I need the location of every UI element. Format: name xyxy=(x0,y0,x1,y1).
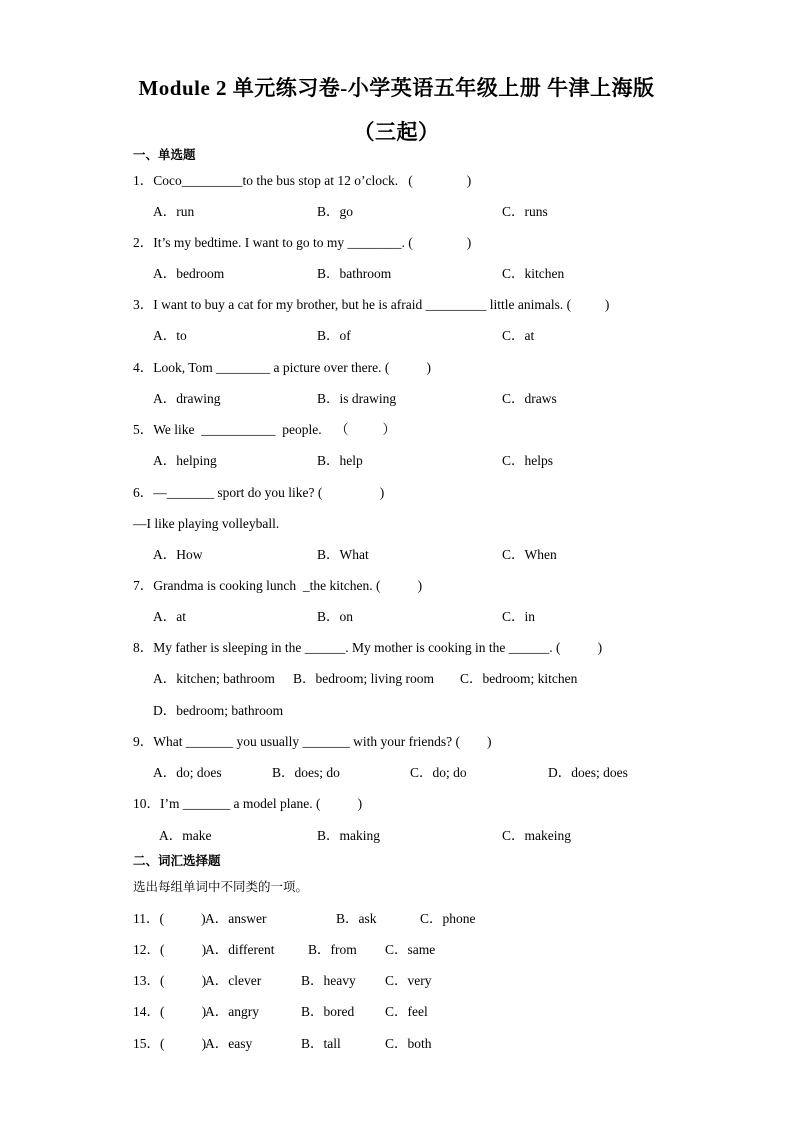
question-15-number: 15．( ) xyxy=(133,1036,207,1051)
q5-option-a: A．helping xyxy=(153,453,217,468)
q8-option-d: D．bedroom; bathroom xyxy=(153,703,284,718)
q8-option-b: B．bedroom; living room xyxy=(293,671,434,686)
q13-option-a: A．clever xyxy=(205,973,262,988)
q11-option-b: B．ask xyxy=(336,911,377,926)
q3-option-c: C．at xyxy=(502,328,535,343)
q6-option-b: B．What xyxy=(317,547,369,562)
question-2: 2．It’s my bedtime. I want to go to my ________. ( ) xyxy=(133,235,472,250)
q14-option-a: A．angry xyxy=(205,1004,259,1019)
q7-option-b: B．on xyxy=(317,609,354,624)
q9-option-c: C．do; do xyxy=(410,765,467,780)
q1-option-b: B．go xyxy=(317,204,354,219)
q11-option-a: A．answer xyxy=(205,911,267,926)
question-5: 5．We like ___________ people. （ ） xyxy=(133,422,396,437)
q15-option-b: B．tall xyxy=(301,1036,341,1051)
q10-option-c: C．makeing xyxy=(502,828,571,843)
q8-option-a: A．kitchen; bathroom xyxy=(153,671,275,686)
question-1: 1．Coco_________to the bus stop at 12 o’clock. ( ) xyxy=(133,173,472,188)
question-6-answer-line: —I like playing volleyball. xyxy=(133,516,280,531)
question-4: 4．Look, Tom ________ a picture over there. ( ) xyxy=(133,360,431,375)
q2-option-a: A．bedroom xyxy=(153,266,225,281)
q9-option-a: A．do; does xyxy=(153,765,222,780)
q14-option-c: C．feel xyxy=(385,1004,428,1019)
q12-option-b: B．from xyxy=(308,942,357,957)
page-title: Module 2 单元练习卷-小学英语五年级上册 牛津上海版（三起） xyxy=(138,76,655,144)
q5-option-b: B．help xyxy=(317,453,363,468)
question-3: 3．I want to buy a cat for my brother, but he is afraid _________ little animals. ( ) xyxy=(133,297,610,312)
q6-option-c: C．When xyxy=(502,547,557,562)
q4-option-a: A．drawing xyxy=(153,391,221,406)
q3-option-b: B．of xyxy=(317,328,351,343)
section-2-instruction: 选出每组单词中不同类的一项。 xyxy=(133,879,309,894)
q4-option-b: B．is drawing xyxy=(317,391,397,406)
q4-option-c: C．draws xyxy=(502,391,557,406)
q9-option-b: B．does; do xyxy=(272,765,340,780)
q2-option-b: B．bathroom xyxy=(317,266,392,281)
question-12-number: 12．( ) xyxy=(133,942,207,957)
q11-option-c: C．phone xyxy=(420,911,476,926)
question-6: 6．—_______ sport do you like? ( ) xyxy=(133,485,385,500)
q7-option-a: A．at xyxy=(153,609,186,624)
q15-option-c: C．both xyxy=(385,1036,432,1051)
question-8: 8．My father is sleeping in the ______. My mother is cooking in the ______. ( ) xyxy=(133,640,603,655)
question-11-number: 11．( ) xyxy=(133,911,206,926)
q2-option-c: C．kitchen xyxy=(502,266,565,281)
q14-option-b: B．bored xyxy=(301,1004,355,1019)
q6-option-a: A．How xyxy=(153,547,203,562)
q15-option-a: A．easy xyxy=(205,1036,253,1051)
section-1-heading: 一、单选题 xyxy=(133,147,196,162)
question-10: 10．I’m _______ a model plane. ( ) xyxy=(133,796,363,811)
q8-option-c: C．bedroom; kitchen xyxy=(460,671,578,686)
q10-option-b: B．making xyxy=(317,828,380,843)
question-13-number: 13．( ) xyxy=(133,973,207,988)
q13-option-c: C．very xyxy=(385,973,432,988)
question-9: 9．What _______ you usually _______ with your friends? ( ) xyxy=(133,734,492,749)
q7-option-c: C．in xyxy=(502,609,536,624)
question-7: 7．Grandma is cooking lunch _the kitchen. ( ) xyxy=(133,578,423,593)
q9-option-d: D．does; does xyxy=(548,765,628,780)
q1-option-a: A．run xyxy=(153,204,195,219)
q3-option-a: A．to xyxy=(153,328,187,343)
q10-option-a: A．make xyxy=(159,828,212,843)
q12-option-c: C．same xyxy=(385,942,436,957)
q1-option-c: C．runs xyxy=(502,204,548,219)
q12-option-a: A．different xyxy=(205,942,275,957)
question-14-number: 14．( ) xyxy=(133,1004,207,1019)
q5-option-c: C．helps xyxy=(502,453,554,468)
section-2-heading: 二、词汇选择题 xyxy=(133,853,221,868)
q13-option-b: B．heavy xyxy=(301,973,356,988)
